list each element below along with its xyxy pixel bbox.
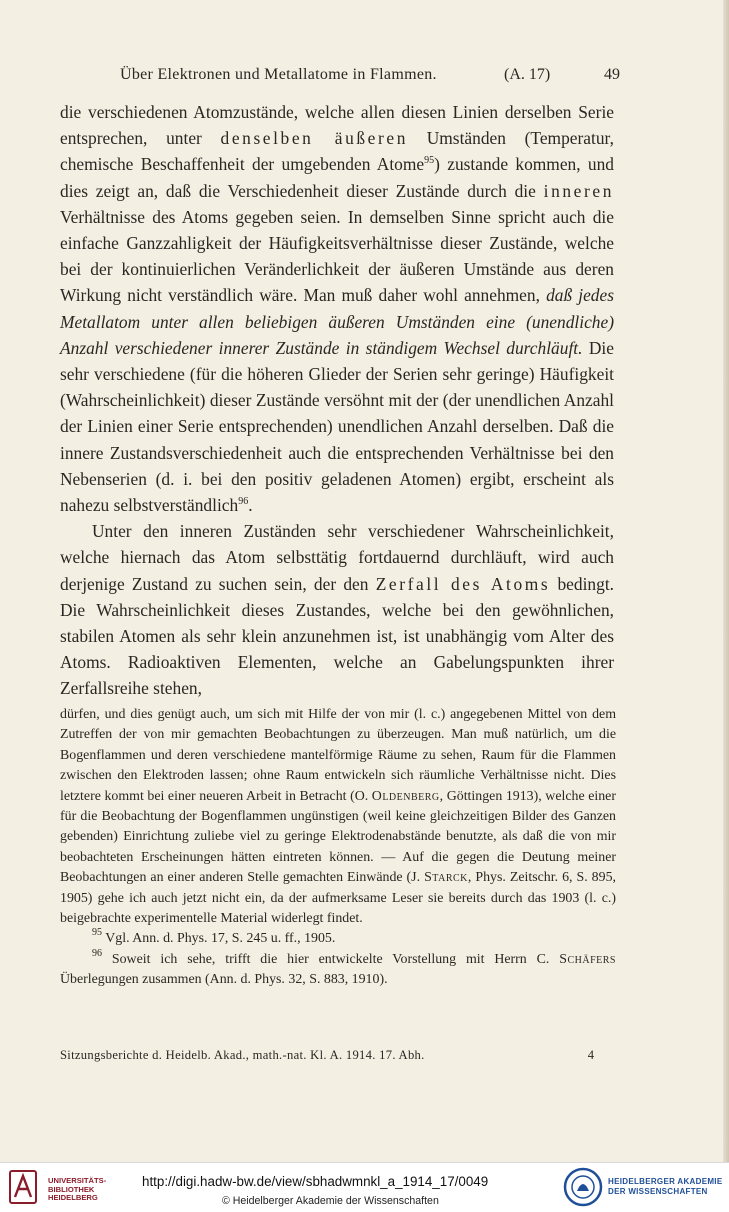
academy-emblem-icon <box>563 1167 603 1207</box>
author-name: Oldenberg <box>371 788 440 804</box>
spaced-emphasis: denselben äußeren <box>220 128 409 149</box>
university-library-logo[interactable] <box>8 1167 120 1207</box>
text-run: Unter den inneren Zuständen sehr verschiedener Wahrscheinlichkeit, welche hiernach das Atom selbsttätig fortdauernd durchläuft, wird auch derjenige Zustand zu suchen sein, der den <box>60 521 614 594</box>
university-seal-icon <box>8 1167 42 1207</box>
copyright-notice: © Heidelberger Akademie der Wissenschaften <box>222 1195 439 1207</box>
logo-line: DER WISSENSCHAFTEN <box>608 1187 708 1196</box>
page-number: 49 <box>604 66 620 83</box>
spaced-emphasis: inneren <box>543 180 614 201</box>
footer-citation: Sitzungsberichte d. Heidelb. Akad., math.-nat. Kl. A. 1914. 17. Abh. <box>60 1048 425 1062</box>
text-run: ) zustande kommen, und dies zeigt an, daß die Verschiedenheit dieser Zustände durch die <box>60 154 615 201</box>
footnote-text: Soweit ich sehe, trifft die hier entwickelte Vorstellung mit Herrn C. <box>111 951 550 967</box>
footer-sheet-number: 4 <box>587 1048 594 1062</box>
author-name: Schäfers <box>559 951 616 967</box>
footnote-ref-96[interactable]: 96 <box>238 496 249 508</box>
logo-line: HEIDELBERGER AKADEMIE <box>608 1177 723 1186</box>
header-title: Über Elektronen und Metallatome in Flammen. <box>120 66 437 83</box>
italic-emphasis: daß jedes Metallatom unter allen beliebigen äußeren Umständen eine (unendliche) Anzahl verschiedener innerer Zustände in ständigem Wechsel durchläuft. <box>60 285 614 358</box>
logo-line: UNIVERSITÄTS- <box>48 1176 107 1185</box>
footnotes <box>60 705 616 991</box>
footnote-number: 96 <box>92 947 102 959</box>
text-run: Verhältnisse des Atoms gegeben seien. In demselben Sinne spricht auch die einfache Ganzzahligkeit der Häufigkeitsverhältnisse dieser Zustände, welche bei der kontinuierlichen Veränderlichkeit der äußeren Umstände aus deren Wirkung nicht verständlich wäre. Man muß daher wohl annehmen, <box>60 206 614 306</box>
text-run: , Phys. Zeitschr. 6, S. 895, 1905) gehe ich auch jetzt nicht ein, da der aufmerksame Leser sie bereits durch das 1903 (l. c.) beigebrachte experimentelle Material widerlegt findet. <box>60 870 616 927</box>
text-run: die verschiedenen Atomzustände, welche allen diesen Linien derselben Serie entsprechen, unter <box>60 102 614 149</box>
footnote-continuation <box>60 705 616 929</box>
footnote-text: Vgl. Ann. d. Phys. 17, S. 245 u. ff., 1905. <box>105 931 336 947</box>
running-header <box>60 66 620 88</box>
permalink-url[interactable]: http://digi.hadw-bw.de/view/sbhadwmnkl_a_1914_17/0049 <box>142 1174 489 1189</box>
main-text <box>60 99 614 702</box>
university-logo-text <box>48 1177 106 1203</box>
footnote-ref-95[interactable]: 95 <box>424 155 435 167</box>
logo-line: HEIDELBERG <box>48 1193 98 1203</box>
academy-logo-text <box>608 1177 722 1197</box>
logo-line: BIBLIOTHEK <box>48 1184 95 1194</box>
footnote-95 <box>60 929 616 949</box>
text-run: , Göttingen 1913), welche einer für die Beobachtung der Bogenflammen ungünstigen (weil keine gleichzeitigen Bilder des Ganzen gebenden) Einrichtung zuliebe viel zu geringe Elektrodenabstände benutzte, als daß die von mir beobachteten Erscheinungen hätten eintreten können. — Auf die gegen die Deutung meiner Beobachtungen an einer anderen Stelle gemachten Einwände (J. <box>60 788 616 886</box>
text-run: Umständen (Temperatur, chemische Beschaffenheit der umgebenden Atome <box>60 128 614 175</box>
text-run: . <box>248 495 253 516</box>
text-run: dürfen, und dies genügt auch, um sich mit Hilfe der von mir (l. c.) angegebenen Mittel von dem Zutreffen der von mir gemachten Beobachtungen zu überzeugen. Man muß natürlich, um die Bogenflammen und deren verschiedene mantelförmige Räume zu sehen, Raum für die Flammen zwischen den Elektroden lassen; ohne Raum entwickeln sich räumliche Verhältnisse nicht. Dies letztere kommt bei einer neueren Arbeit in Betracht (O. <box>60 707 616 804</box>
academy-logo[interactable] <box>563 1167 603 1207</box>
paragraph-1 <box>60 99 614 518</box>
header-reference: (A. 17) <box>504 66 551 83</box>
spaced-emphasis: Zerfall des Atoms <box>375 573 551 594</box>
footnote-number: 95 <box>92 927 102 939</box>
page-edge <box>723 0 729 1162</box>
footnote-text: Überlegungen zusammen (Ann. d. Phys. 32, S. 883, 1910). <box>60 972 388 988</box>
paragraph-2 <box>60 518 614 701</box>
text-run: bedingt. Die Wahrscheinlichkeit dieses Zustandes, welche bei den gewöhnlichen, stabilen Atomen als sehr klein anzunehmen ist, ist unabhängig vom Alter des Atoms. Radioaktiven Elementen, welche an Gabelungspunkten ihrer Zerfallsreihe stehen, <box>60 573 614 699</box>
text-run: Die sehr verschiedene (für die höheren Glieder der Serien sehr geringe) Häufigkeit (Wahrscheinlichkeit) dieser Zustände versöhnt mit der (der unendlichen Anzahl der Linien einer Serie entsprechenden) unendlichen Anzahl derselben. Daß die innere Zustandsverschiedenheit auch die entsprechenden Verhältnisse bei den Nebenserien (d. i. bei den positiv geladenen Atomen) ergibt, erscheint als nahezu selbstverständlich <box>60 337 614 516</box>
footnote-96 <box>60 947 616 991</box>
viewer-bar <box>0 1162 729 1212</box>
author-name: Starck <box>424 870 468 886</box>
